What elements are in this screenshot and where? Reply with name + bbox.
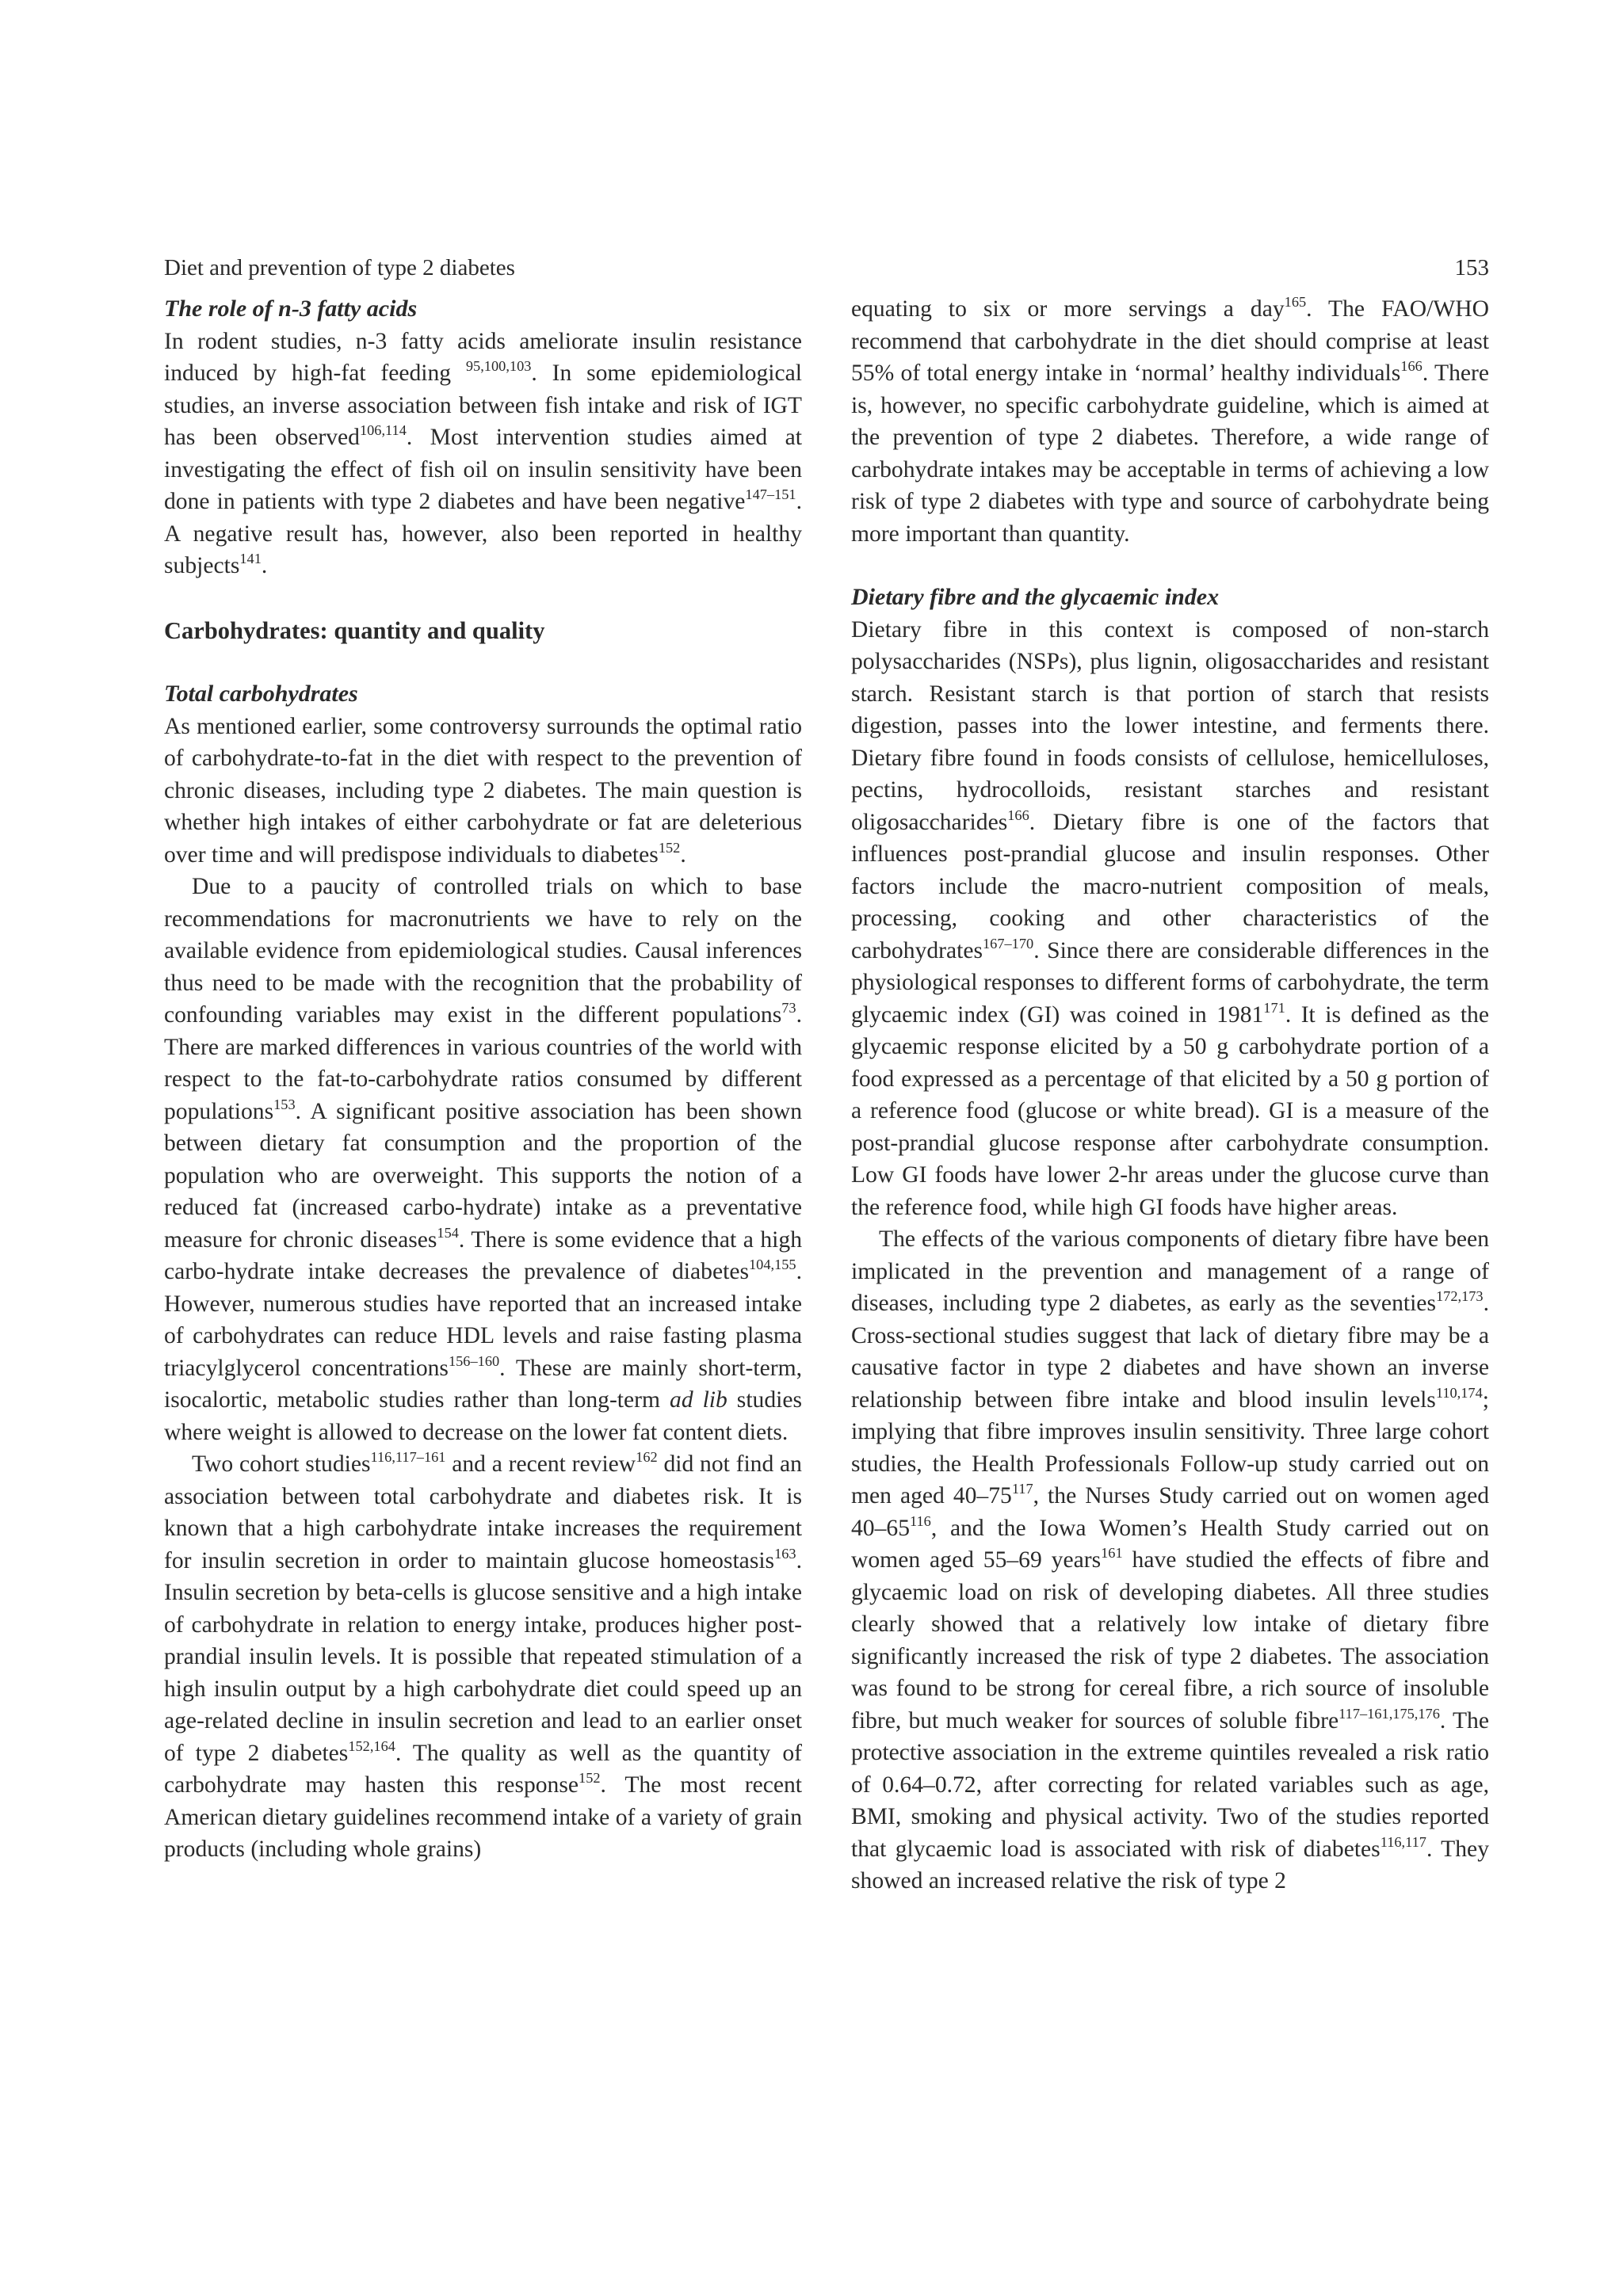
citation: 104,155 <box>748 1257 796 1273</box>
left-column <box>164 293 802 1866</box>
paragraph-continued: equating to six or more servings a day$^{165}$. The FAO/WHO recommend that carbohydrate in the diet should comprise at least 55% of total energy intake in ‘normal’ healthy individuals$^{166}$. There is, however, no specific carbohydrate guideline, which is aimed at the prevention of type 2 diabetes. Therefore, a wide range of carbohydrate intakes may be acceptable in terms of achieving a low risk of type 2 diabetes with type and source of carbohydrate being more important than quantity. <box>851 294 1489 547</box>
citation: 73 <box>781 1000 796 1016</box>
heading-n3-fatty-acids: The role of n-3 fatty acids <box>164 296 418 322</box>
citation: 156–160 <box>448 1352 500 1369</box>
running-title: Diet and prevention of type 2 diabetes <box>164 255 515 280</box>
citation: 167–170 <box>982 935 1034 952</box>
citation: 106,114 <box>359 422 407 439</box>
citation: 117 <box>1011 1481 1033 1497</box>
citation: 116 <box>909 1512 931 1529</box>
citation: 162 <box>636 1449 658 1466</box>
paragraph-n3: In rodent studies, n-3 fatty acids ameliorate insulin resistance induced by high-fat feeding $^{95,100,103}$. In some epidemiological studies, an inverse association between fish intake and risk of IGT has been observed$^{106,114}$. Most intervention studies aimed at investigating the effect of fish oil on insulin sensitivity have been done in patients with type 2 diabetes and have been negative$^{147-151}$. A negative result has, however, also been reported in healthy subjects$^{141}$. <box>164 328 802 578</box>
citation: 147–151 <box>745 486 796 503</box>
citation: 95,100,103 <box>465 358 532 375</box>
paragraph: Dietary fibre in this context is composed of non-starch polysaccharides (NSPs), plus lignin, oligosaccharides and resistant starch. Resistant starch is that portion of starch that resists digestion, passes into the lower intestine, and ferments there. Dietary fibre found in foods consists of cellulose, hemicelluloses, pectins, hydrocolloids, resistant starches and resistant oligosaccharides$^{166}$. Dietary fibre is one of the factors that influences post-prandial glucose and insulin responses. Other factors include the macro-nutrient composition of meals, processing, cooking and other characteristics of the carbohydrates$^{167-170}$. Since there are considerable differences in the physiological responses to different forms of carbohydrate, the term glycaemic index (GI) was coined in 1981$^{171}$. It is defined as the glycaemic response elicited by a 50 g carbohydrate portion of a food expressed as a percentage of that elicited by a 50 g portion of a reference food (glucose or white bread). GI is a measure of the post-prandial glucose response after carbohydrate consumption. Low GI foods have lower 2-hr areas under the glucose curve than the reference food, while high GI foods have higher areas. <box>851 616 1489 1220</box>
citation: 153 <box>273 1096 296 1112</box>
citation: 141 <box>239 551 262 567</box>
page-number: 153 <box>1454 255 1489 280</box>
citation: 163 <box>774 1545 796 1562</box>
citation: 165 <box>1284 294 1307 311</box>
citation: 152,164 <box>348 1737 395 1754</box>
citation: 110,174 <box>1435 1384 1483 1401</box>
citation: 152 <box>579 1770 601 1787</box>
right-column <box>851 293 1489 1897</box>
heading-total-carbohydrates: Total carbohydrates <box>164 681 358 707</box>
citation: 171 <box>1263 999 1285 1016</box>
paragraph: As mentioned earlier, some controversy surrounds the optimal ratio of carbohydrate-to-fat in the diet with respect to the prevention of chronic diseases, including type 2 diabetes. The main question is whether high intakes of either carbohydrate or fat are deleterious over time and will predispose individuals to diabetes$^{152}$. <box>164 713 802 868</box>
citation: 161 <box>1101 1545 1123 1562</box>
citation: 116,117–161 <box>370 1449 446 1466</box>
heading-dietary-fibre: Dietary fibre and the glycaemic index <box>851 584 1220 610</box>
citation: 166 <box>1400 358 1423 375</box>
citation: 154 <box>437 1224 459 1241</box>
citation: 152 <box>658 839 681 856</box>
paragraph: Due to a paucity of controlled trials on which to base recommendations for macronutrients we have to rely on the available evidence from epidemiological studies. Causal inferences thus need to be made with the recognition that the probability of confounding variables may exist in the different populations$^{73}$. There are marked differences in various countries of the world with respect to the fat-to-carbohydrate ratios consumed by different populations$^{153}$. A significant positive association has been shown between dietary fat consumption and the proportion of the population who are overweight. This supports the notion of a reduced fat (increased carbo-hydrate) intake as a preventative measure for chronic diseases$^{154}$. There is some evidence that a high carbo-hydrate intake decreases the prevalence of diabetes$^{104,155}$. However, numerous studies have reported that an increased intake of carbohydrates can reduce HDL levels and raise fasting plasma triacylglycerol concentrations$^{156-160}$. These are mainly short-term, isocalortic, metabolic studies rather than long-term ad lib studies where weight is allowed to decrease on the lower fat content diets. <box>164 874 803 1445</box>
paragraph: Two cohort studies$^{116,117-161}$ and a recent review$^{162}$ did not find an association between total carbohydrate and diabetes risk. It is known that a high carbohydrate intake increases the requirement for insulin secretion in order to maintain glucose homeostasis$^{163}$. Insulin secretion by beta-cells is glucose sensitive and a high intake of carbohydrate in relation to energy intake, produces higher post-prandial insulin levels. It is possible that repeated stimulation of a high insulin output by a high carbohydrate diet could speed up an age-related decline in insulin secretion and lead to an earlier onset of type 2 diabetes$^{152,164}$. The quality as well as the quantity of carbohydrate may hasten this response$^{152}$. The most recent American dietary guidelines recommend intake of a variety of grain products (including whole grains) <box>164 1449 803 1862</box>
paragraph: The effects of the various components of dietary fibre have been implicated in the prevention and management of a range of diseases, including type 2 diabetes, as early as the seventies$^{172,173}$. Cross-sectional studies suggest that lack of dietary fibre may be a causative factor in type 2 diabetes and have shown an inverse relationship between fibre intake and blood insulin levels$^{110,174}$; implying that fibre improves insulin sensitivity. Three large cohort studies, the Health Professionals Follow-up study carried out on men aged $40-75^{117}$, the Nurses Study carried out on women aged $40-65^{116}$, and the Iowa Women’s Health Study carried out on women aged 55–69 years$^{161}$ have studied the effects of fibre and glycaemic load on risk of developing diabetes. All three studies clearly showed that a relatively low intake of dietary fibre significantly increased the risk of type 2 diabetes. The association was found to be strong for cereal fibre, a rich source of insoluble fibre, but much weaker for sources of soluble fibre$^{117-161,175,176}$. The protective association in the extreme quintiles revealed a risk ratio of 0.64–0.72, after correcting for related variables such as age, BMI, smoking and physical activity. Two of the studies reported that glycaemic load is associated with risk of diabetes$^{116,117}$. They showed an increased relative the risk of type 2 <box>851 1226 1489 1894</box>
section-heading-carbohydrates: Carbohydrates: quantity and quality <box>164 616 545 644</box>
citation: 172,173 <box>1435 1288 1484 1305</box>
citation: 166 <box>1007 807 1029 823</box>
running-header <box>164 252 1489 284</box>
citation: 117–161,175,176 <box>1338 1705 1440 1722</box>
citation: 116,117 <box>1380 1833 1426 1850</box>
